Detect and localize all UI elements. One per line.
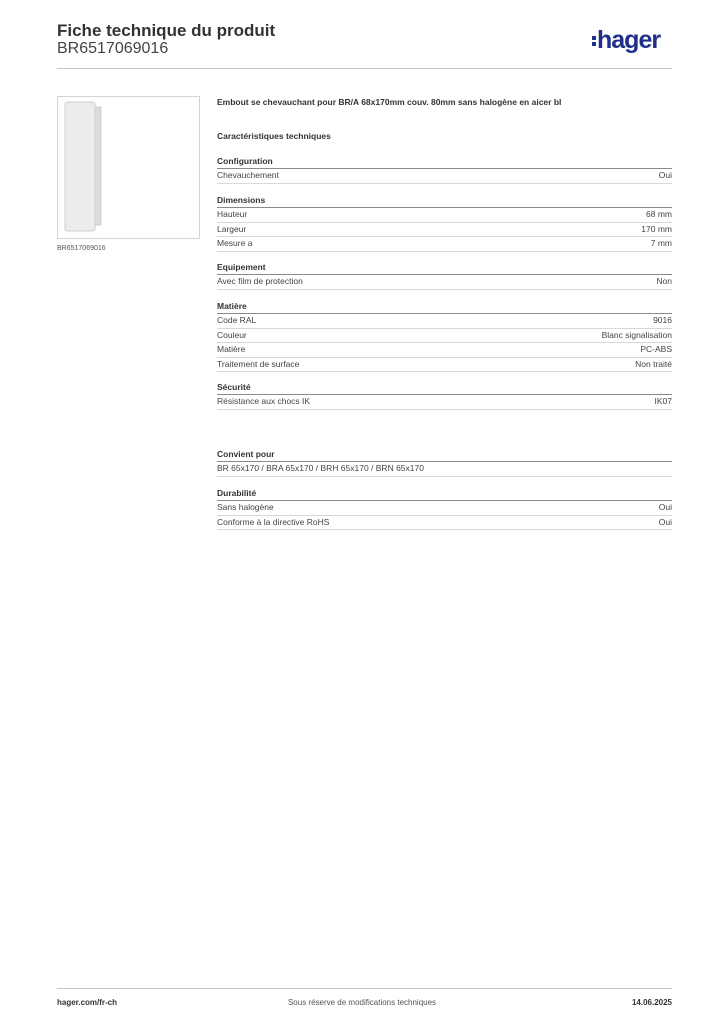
spec-value: 170 mm <box>641 223 672 234</box>
spec-row <box>217 329 672 344</box>
section-dimensions <box>217 194 672 252</box>
spec-value: Oui <box>658 502 672 512</box>
product-description: Embout se chevauchant pour BR/A 68x170mm couv. 80mm sans halogène en aicer bl <box>217 97 562 107</box>
spec-value: Non <box>656 276 672 286</box>
spec-label: Chevauchement <box>217 170 279 180</box>
spec-row <box>217 501 672 516</box>
section-matiere <box>217 300 672 372</box>
spec-label: Conforme à la directive RoHS <box>217 516 330 527</box>
spec-row <box>217 358 672 373</box>
spec-label: Traitement de surface <box>217 358 300 369</box>
product-reference: BR6517069016 <box>57 40 169 57</box>
footer-divider <box>57 988 672 989</box>
section-title: Sécurité <box>217 381 672 395</box>
spec-label: Couleur <box>217 329 247 340</box>
image-caption: BR6517069016 <box>57 245 106 252</box>
hager-logo <box>592 26 660 55</box>
spec-row <box>217 223 672 238</box>
spec-label: Mesure a <box>217 238 253 248</box>
spec-title: Caractéristiques techniques <box>217 131 331 141</box>
spec-value: 7 mm <box>650 238 672 248</box>
spec-row <box>217 395 672 410</box>
spec-row <box>217 343 672 358</box>
footer-notice: Sous réserve de modifications techniques <box>287 998 437 1007</box>
spec-label: Hauteur <box>217 209 248 219</box>
section-durabilite <box>217 487 672 530</box>
spec-label: Résistance aux chocs IK <box>217 396 311 406</box>
footer-date: 14.06.2025 <box>631 998 672 1007</box>
spec-label: Avec film de protection <box>217 276 303 286</box>
spec-value: Oui <box>658 516 672 527</box>
section-title: Durabilité <box>217 487 672 501</box>
spec-value: 68 mm <box>646 209 672 219</box>
section-title: Configuration <box>217 155 672 169</box>
section-title: Equipement <box>217 261 672 275</box>
spec-row <box>217 275 672 290</box>
spec-value: PC-ABS <box>640 344 672 354</box>
spec-row <box>217 208 672 223</box>
spec-value: Non traité <box>635 358 672 369</box>
product-image <box>57 96 200 239</box>
spec-value: IK07 <box>654 396 672 406</box>
section-configuration <box>217 155 672 184</box>
section-convient-pour <box>217 448 672 477</box>
section-title: Dimensions <box>217 194 672 208</box>
spec-label: Largeur <box>217 223 247 234</box>
section-title: Convient pour <box>217 448 672 462</box>
spec-value: Oui <box>658 170 672 180</box>
spec-label: BR 65x170 / BRA 65x170 / BRH 65x170 / BRN 65x170 <box>217 463 424 473</box>
logo-dots-icon <box>592 34 596 48</box>
spec-value: Blanc signalisation <box>601 329 672 340</box>
spec-row <box>217 237 672 252</box>
section-title: Matière <box>217 300 672 314</box>
section-equipement <box>217 261 672 290</box>
spec-row <box>217 314 672 329</box>
spec-label: Sans halogène <box>217 502 274 512</box>
footer-website-link[interactable]: hager.com/fr-ch <box>57 998 118 1007</box>
spec-row <box>217 169 672 184</box>
header-divider <box>57 68 672 69</box>
spec-row <box>217 516 672 531</box>
end-cap-icon <box>64 101 102 232</box>
spec-label: Code RAL <box>217 315 257 325</box>
spec-value: 9016 <box>653 315 672 325</box>
section-securite <box>217 381 672 410</box>
logo-text: hager <box>597 26 661 54</box>
spec-label: Matière <box>217 344 246 354</box>
spec-row <box>217 462 672 477</box>
page-title: Fiche technique du produit <box>57 21 276 40</box>
